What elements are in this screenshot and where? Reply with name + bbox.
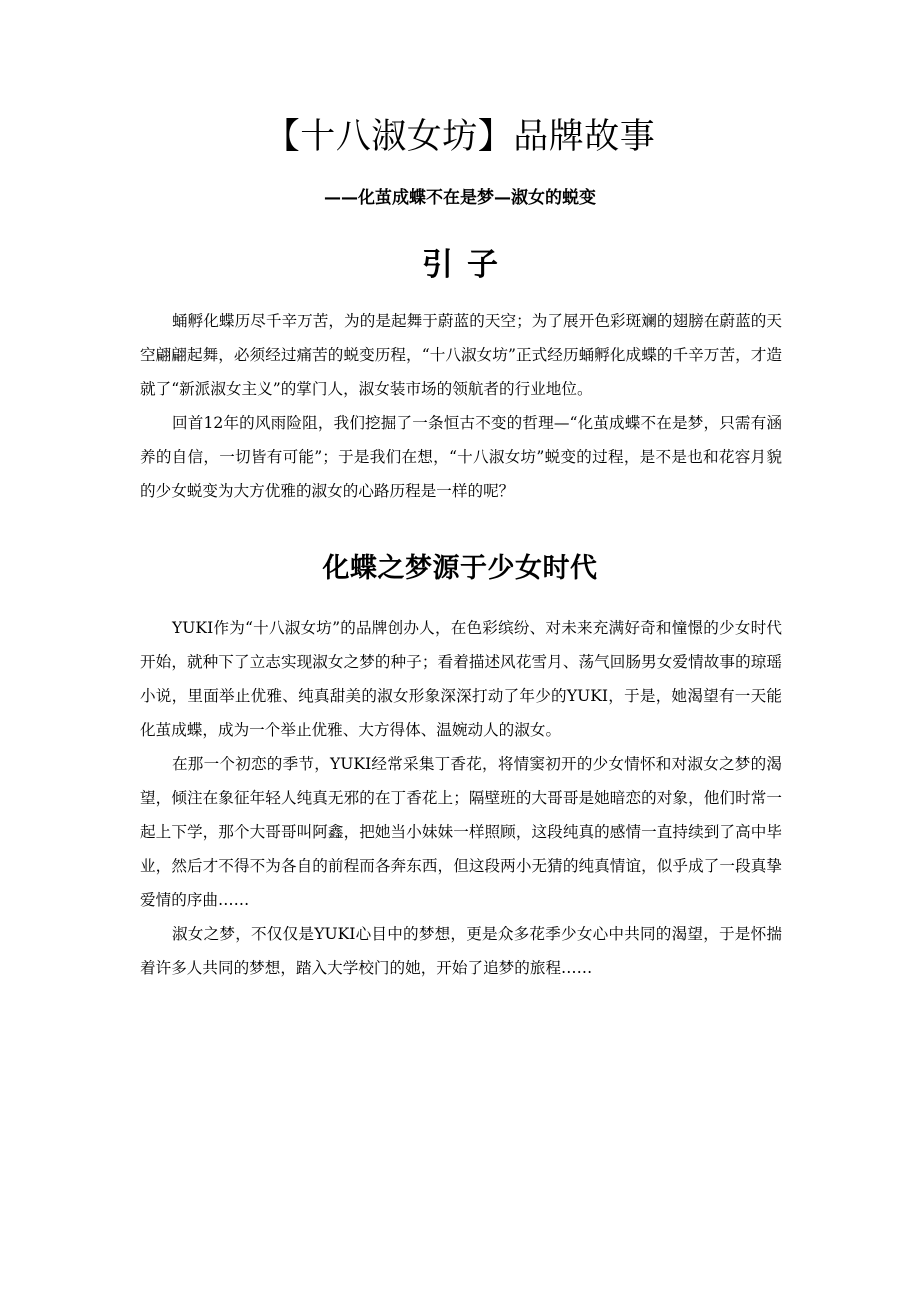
document-title: 【十八淑女坊】品牌故事 — [264, 117, 656, 157]
document-subtitle: ——化茧成蝶不在是梦—淑女的蜕变 — [324, 188, 596, 208]
paragraph: 淑女之梦，不仅仅是YUKI心目中的梦想，更是众多花季少女心中共同的渴望，于是怀揣着许多人共同的梦想，踏入大学校门的她，开始了追梦的旅程…… — [140, 925, 782, 977]
section-heading-dream: 化蝶之梦源于少女时代 — [322, 553, 598, 584]
section-body-intro — [140, 304, 782, 508]
paragraph: 回首12年的风雨险阻，我们挖掘了一条恒古不变的哲理—“化茧成蝶不在是梦，只需有涵养的自信，一切皆有可能”；于是我们在想，“十八淑女坊”蜕变的过程，是不是也和花容月貌的少女蜕变为大方优雅的淑女的心路历程是一样的呢？ — [140, 414, 782, 500]
paragraph: 在那一个初恋的季节，YUKI经常采集丁香花，将情窦初开的少女情怀和对淑女之梦的渴望，倾注在象征年轻人纯真无邪的在丁香花上；隔壁班的大哥哥是她暗恋的对象，他们时常一起上下学，那个大哥哥叫阿鑫，把她当小妹妹一样照顾，这段纯真的感情一直持续到了高中毕业，然后才不得不为各自的前程而各奔东西，但这段两小无猜的纯真情谊，似乎成了一段真挚爱情的序曲…… — [140, 755, 782, 909]
paragraph: YUKI作为“十八淑女坊”的品牌创办人，在色彩缤纷、对未来充满好奇和憧憬的少女时代开始，就种下了立志实现淑女之梦的种子；看着描述风花雪月、荡气回肠男女爱情故事的琼瑶小说，里面举止优雅、纯真甜美的淑女形象深深打动了年少的YUKI，于是，她渴望有一天能化茧成蝶，成为一个举止优雅、大方得体、温婉动人的淑女。 — [140, 619, 782, 739]
section-body-dream — [140, 611, 782, 985]
section-heading-intro: 引子 — [422, 247, 512, 283]
paragraph: 蛹孵化蝶历尽千辛万苦，为的是起舞于蔚蓝的天空；为了展开色彩斑斓的翅膀在蔚蓝的天空翩翩起舞，必须经过痛苦的蜕变历程，“十八淑女坊”正式经历蛹孵化成蝶的千辛万苦，才造就了“新派淑女主义”的掌门人，淑女装市场的领航者的行业地位。 — [140, 312, 782, 398]
